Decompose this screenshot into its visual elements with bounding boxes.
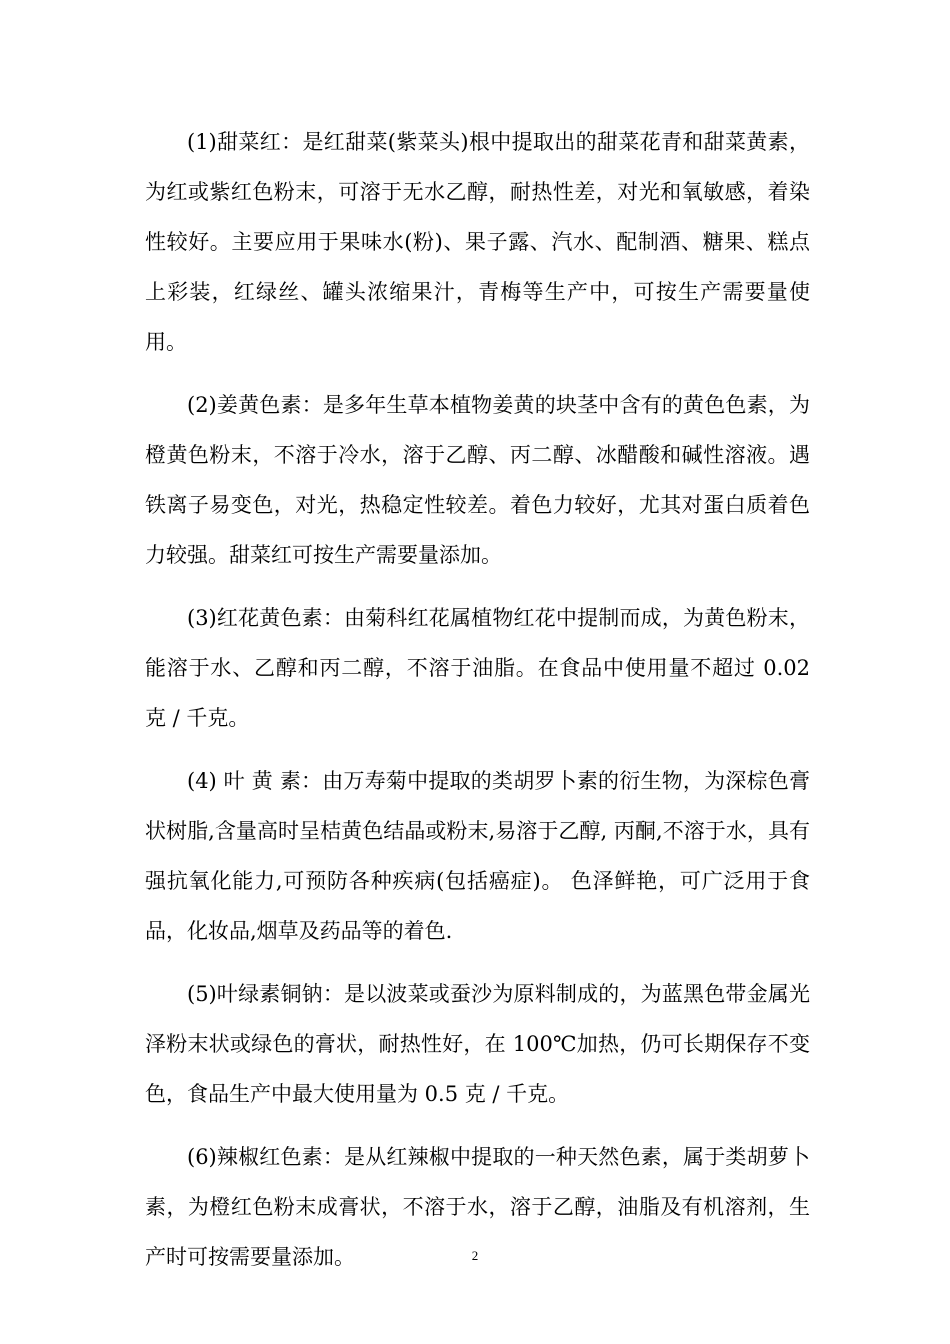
paragraph-paprika-red: (6)辣椒红色素：是从红辣椒中提取的一种天然色素，属于类胡萝卜素，为橙红色粉末成膏状，不溶于水，溶于乙醇，油脂及有机溶剂，生产时可按需要量添加。 (145, 1145, 810, 1269)
paragraph-curcumin: (2)姜黄色素：是多年生草本植物姜黄的块茎中含有的黄色色素，为橙黄色粉末，不溶于冷水，溶于乙醇、丙二醇、冰醋酸和碱性溶液。遇铁离子易变色，对光，热稳定性较差。着色力较好，尤其对蛋白质着色力较强。甜菜红可按生产需要量添加。 (145, 393, 810, 567)
paragraph-lutein: (4) 叶 黄 素：由万寿菊中提取的类胡罗卜素的衍生物，为深棕色膏状树脂,含量高时呈桔黄色结晶或粉末,易溶于乙醇, 丙酮,不溶于水，具有强抗氧化能力,可预防各种疾病(包括癌症)。 色泽鲜艳，可广泛用于食品，化妆品,烟草及药品等的着色. (145, 769, 810, 943)
body-text (145, 117, 810, 1295)
paragraph-beet-red: (1)甜菜红：是红甜菜(紫菜头)根中提取出的甜菜花青和甜菜黄素，为红或紫红色粉末，可溶于无水乙醇，耐热性差，对光和氧敏感，着染性较好。主要应用于果味水(粉)、果子露、汽水、配制酒、糖果、糕点上彩装，红绿丝、罐头浓缩果汁，青梅等生产中，可按生产需要量使用。 (145, 130, 810, 354)
paragraph-sodium-copper-chlorophyllin: (5)叶绿素铜钠：是以波菜或蚕沙为原料制成的，为蓝黑色带金属光泽粉末状或绿色的膏状，耐热性好，在 100℃加热，仍可长期保存不变色，食品生产中最大使用量为 0.5 克 / 千克。 (145, 982, 810, 1106)
paragraph-safflower-yellow: (3)红花黄色素：由菊科红花属植物红花中提制而成，为黄色粉末，能溶于水、乙醇和丙二醇，不溶于油脂。在食品中使用量不超过 0.02 克 / 千克。 (145, 606, 810, 730)
page-number: 2 (471, 1248, 479, 1263)
